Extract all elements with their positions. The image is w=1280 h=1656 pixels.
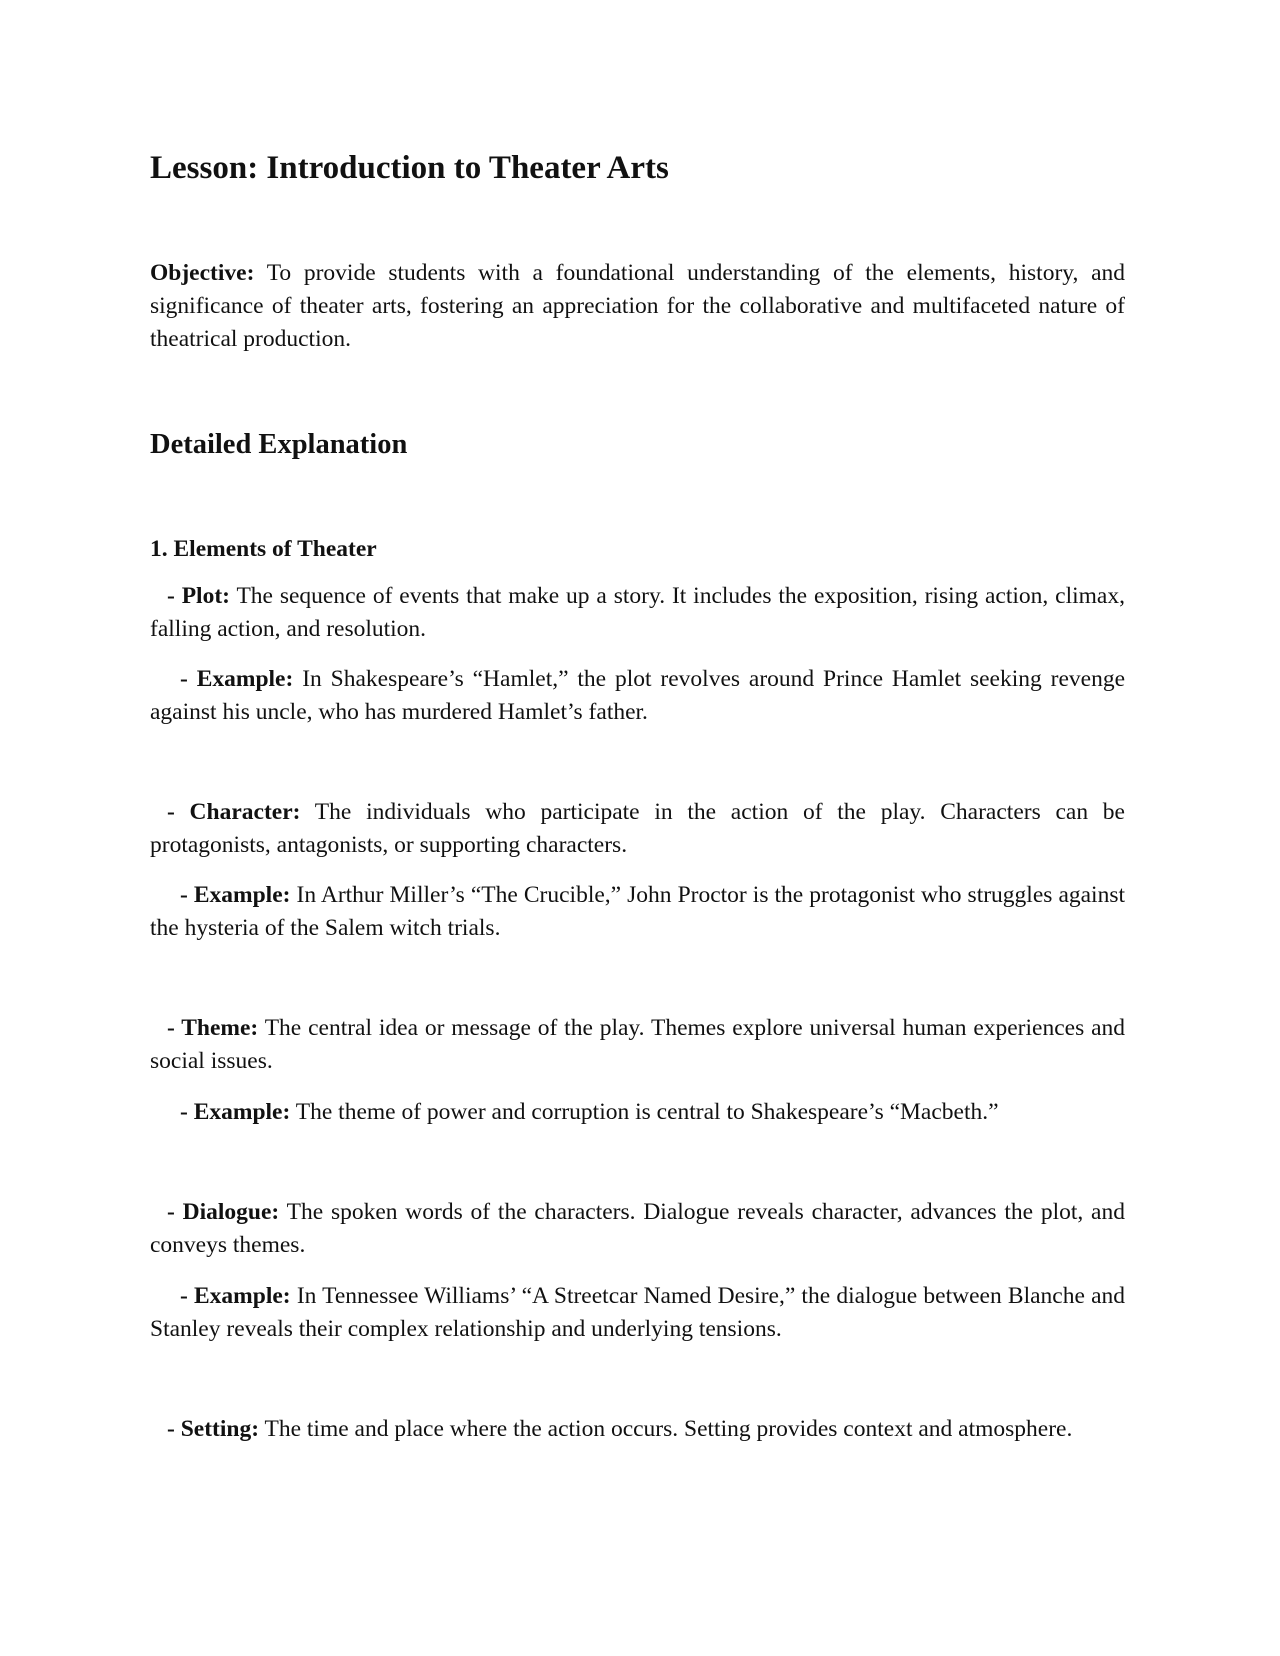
plot-example-label: - Example: xyxy=(180,666,294,692)
plot-text: The sequence of events that make up a story. It includes the exposition, rising action, climax, falling action, and resolution. xyxy=(150,583,1125,642)
objective-label: Objective: xyxy=(150,260,255,286)
character-definition xyxy=(150,796,1125,862)
dialogue-example xyxy=(150,1280,1125,1346)
objective-text: To provide students with a foundational understanding of the elements, history, and significance of theater arts, fostering an appreciation for the collaborative and multifaceted nature of theatrical production. xyxy=(150,260,1125,352)
plot-example xyxy=(150,663,1125,729)
plot-label: - Plot: xyxy=(167,583,230,609)
theme-label: - Theme: xyxy=(167,1015,259,1041)
plot-definition xyxy=(150,580,1125,646)
character-example xyxy=(150,879,1125,945)
dialogue-label: - Dialogue: xyxy=(167,1199,280,1225)
objective-paragraph xyxy=(150,257,1125,356)
character-example-text: In Arthur Miller’s “The Crucible,” John Proctor is the protagonist who struggles against the hysteria of the Salem witch trials. xyxy=(150,882,1126,941)
setting-label: - Setting: xyxy=(167,1416,260,1442)
plot-example-text: In Shakespeare’s “Hamlet,” the plot revolves around Prince Hamlet seeking revenge against his uncle, who has murdered Hamlet’s father. xyxy=(150,666,1125,725)
character-label: - Character: xyxy=(167,799,301,825)
setting-definition xyxy=(150,1413,1125,1446)
character-example-label: - Example: xyxy=(180,882,291,908)
dialogue-definition xyxy=(150,1196,1125,1262)
theme-example-text: The theme of power and corruption is central to Shakespeare’s “Macbeth.” xyxy=(295,1099,999,1125)
subsection-heading: 1. Elements of Theater xyxy=(150,536,377,562)
character-text: The individuals who participate in the action of the play. Characters can be protagonists, antagonists, or supporting characters. xyxy=(150,799,1125,858)
theme-example-label: - Example: xyxy=(180,1099,291,1125)
setting-text: The time and place where the action occurs. Setting provides context and atmosphere. xyxy=(264,1416,1073,1442)
dialogue-text: The spoken words of the characters. Dialogue reveals character, advances the plot, and conveys themes. xyxy=(150,1199,1125,1258)
theme-definition xyxy=(150,1012,1125,1078)
theme-example xyxy=(150,1096,1125,1129)
dialogue-example-label: - Example: xyxy=(180,1283,291,1309)
theme-text: The central idea or message of the play. Themes explore universal human experiences and social issues. xyxy=(150,1015,1125,1074)
dialogue-example-text: In Tennessee Williams’ “A Streetcar Named Desire,” the dialogue between Blanche and Stanley reveals their complex relationship and underlying tensions. xyxy=(150,1283,1126,1342)
lesson-title: Lesson: Introduction to Theater Arts xyxy=(150,150,669,186)
section-heading: Detailed Explanation xyxy=(150,429,408,460)
